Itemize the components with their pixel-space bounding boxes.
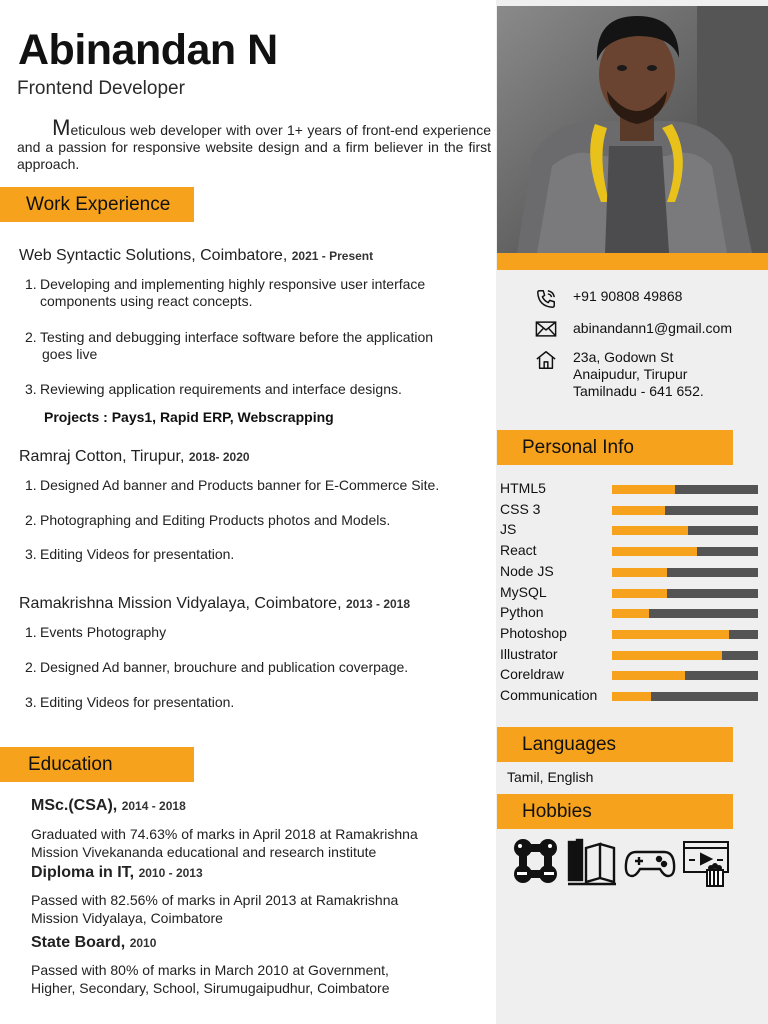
- profile-summary: [17, 115, 491, 173]
- skill-level-bar: [612, 526, 758, 535]
- skill-row: [500, 563, 760, 583]
- skill-label: HTML5: [500, 480, 546, 496]
- edu-degree: Diploma in IT,: [31, 864, 135, 881]
- edu-description: Graduated with 74.63% of marks in April 2018 at Ramakrishna Mission Vivekananda educational and research institute: [31, 826, 418, 860]
- candidate-role: Frontend Developer: [17, 78, 185, 99]
- skill-level-bar: [612, 547, 758, 556]
- edu-description: Passed with 80% of marks in March 2010 at Government, Higher, Secondary, School, Sirumugaipudhur, Coimbatore: [31, 962, 390, 996]
- skill-level-fill: [612, 526, 688, 535]
- education-heading: Education: [0, 747, 194, 782]
- skill-level-fill: [612, 547, 697, 556]
- skill-label: Photoshop: [500, 624, 567, 641]
- skill-level-fill: [612, 609, 649, 618]
- skill-row: [500, 604, 760, 624]
- skill-level-fill: [612, 692, 651, 701]
- edu-degree: State Board,: [31, 934, 126, 951]
- puzzle-icon: [510, 836, 562, 888]
- skill-label: MySQL: [500, 583, 547, 600]
- skill-label: Illustrator: [500, 645, 558, 662]
- phone-icon: [535, 288, 559, 310]
- skill-level-bar: [612, 692, 758, 701]
- skill-level-bar: [612, 609, 758, 618]
- work-experience-heading: Work Experience: [0, 187, 194, 222]
- edu-period: 2010: [129, 936, 157, 950]
- languages-text: Tamil, English: [507, 769, 594, 785]
- skill-row: [500, 542, 760, 562]
- duty-item: 3. Reviewing application requirements and interface designs.: [25, 381, 402, 397]
- skill-level-fill: [612, 506, 665, 515]
- edu-title: [31, 864, 203, 882]
- skill-row: [500, 687, 760, 707]
- edu-description: Passed with 82.56% of marks in April 2013 at Ramakrishna Mission Vidyalaya, Coimbatore: [31, 892, 399, 926]
- address-block: [573, 349, 704, 400]
- skill-level-bar: [612, 651, 758, 660]
- job-period: 2021 - Present: [291, 249, 374, 263]
- home-icon: [535, 349, 559, 371]
- skill-label: Communication: [500, 687, 598, 703]
- projects-line: Projects : Pays1, Rapid ERP, Webscrapping: [44, 409, 334, 425]
- job-title: [19, 595, 410, 613]
- gamepad-icon: [624, 836, 676, 888]
- skill-level-fill: [612, 651, 722, 660]
- photo-accent-band: [497, 253, 768, 270]
- skill-level-fill: [612, 485, 675, 494]
- contact-address: [535, 349, 704, 400]
- languages-heading: Languages: [497, 727, 733, 762]
- personal-info-heading: Personal Info: [497, 430, 733, 465]
- skill-label: Coreldraw: [500, 666, 564, 683]
- address-line: 23a, Godown St: [573, 349, 674, 365]
- skill-row: [500, 501, 760, 521]
- summary-text: eticulous web developer with over 1+ years of front-end experience and a passion for responsive website design and a firm believer in the first approach.: [17, 122, 491, 172]
- email-address[interactable]: abinandann1@gmail.com: [573, 320, 732, 336]
- phone-number[interactable]: +91 90808 49868: [573, 288, 683, 304]
- duty-item: 2. Designed Ad banner, brouchure and publication coverpage.: [25, 659, 409, 675]
- edu-period: 2014 - 2018: [121, 799, 186, 813]
- duty-item: 2. Photographing and Editing Products photos and Models.: [25, 512, 391, 528]
- duty-item: 1. Developing and implementing highly responsive user interface components using react concepts.: [25, 276, 426, 309]
- address-line: Anaipudur, Tirupur: [573, 366, 688, 382]
- books-icon: [566, 836, 618, 888]
- job-period: 2018- 2020: [188, 450, 250, 464]
- skill-label: JS: [500, 521, 517, 538]
- skill-level-bar: [612, 568, 758, 577]
- movie-icon: [681, 836, 733, 888]
- job-title: [19, 448, 250, 466]
- job-company: Ramakrishna Mission Vidyalaya, Coimbatore,: [19, 595, 342, 612]
- skill-row: [500, 480, 760, 500]
- skill-row: [500, 666, 760, 686]
- summary-dropcap: M: [52, 115, 71, 140]
- duty-item: 3. Editing Videos for presentation.: [25, 694, 235, 710]
- job-company: Web Syntactic Solutions, Coimbatore,: [19, 247, 288, 264]
- skill-level-bar: [612, 589, 758, 598]
- contact-email: [535, 320, 732, 342]
- skill-level-bar: [612, 506, 758, 515]
- skill-label: Node JS: [500, 562, 554, 579]
- edu-title: [31, 934, 156, 952]
- skill-level-fill: [612, 630, 729, 639]
- duty-item: 1. Events Photography: [25, 624, 167, 640]
- edu-degree: MSc.(CSA),: [31, 797, 118, 814]
- skill-level-fill: [612, 589, 667, 598]
- candidate-name: Abinandan N: [18, 26, 278, 74]
- skill-level-fill: [612, 568, 667, 577]
- hobbies-heading: Hobbies: [497, 794, 733, 829]
- skill-label: CSS 3: [500, 500, 541, 517]
- skill-label: Python: [500, 604, 544, 621]
- skill-level-fill: [612, 671, 685, 680]
- duty-item: 2. Testing and debugging interface software before the application goes live: [25, 329, 434, 362]
- edu-period: 2010 - 2013: [138, 866, 203, 880]
- skill-level-bar: [612, 630, 758, 639]
- skill-label: React: [500, 542, 537, 559]
- skill-row: [500, 584, 760, 604]
- job-title: [19, 247, 373, 265]
- job-period: 2013 - 2018: [345, 597, 411, 611]
- skill-row: [500, 625, 760, 645]
- contact-phone: [535, 288, 682, 310]
- skill-row: [500, 521, 760, 541]
- skill-level-bar: [612, 485, 758, 494]
- duty-item: 3. Editing Videos for presentation.: [25, 546, 235, 562]
- envelope-icon: [535, 320, 559, 342]
- job-company: Ramraj Cotton, Tirupur,: [19, 448, 185, 465]
- skill-level-bar: [612, 671, 758, 680]
- edu-title: [31, 797, 186, 815]
- skill-row: [500, 646, 760, 666]
- duty-item: 1. Designed Ad banner and Products banner for E-Commerce Site.: [25, 477, 440, 493]
- profile-photo: [497, 6, 768, 253]
- address-line: Tamilnadu - 641 652.: [573, 383, 704, 399]
